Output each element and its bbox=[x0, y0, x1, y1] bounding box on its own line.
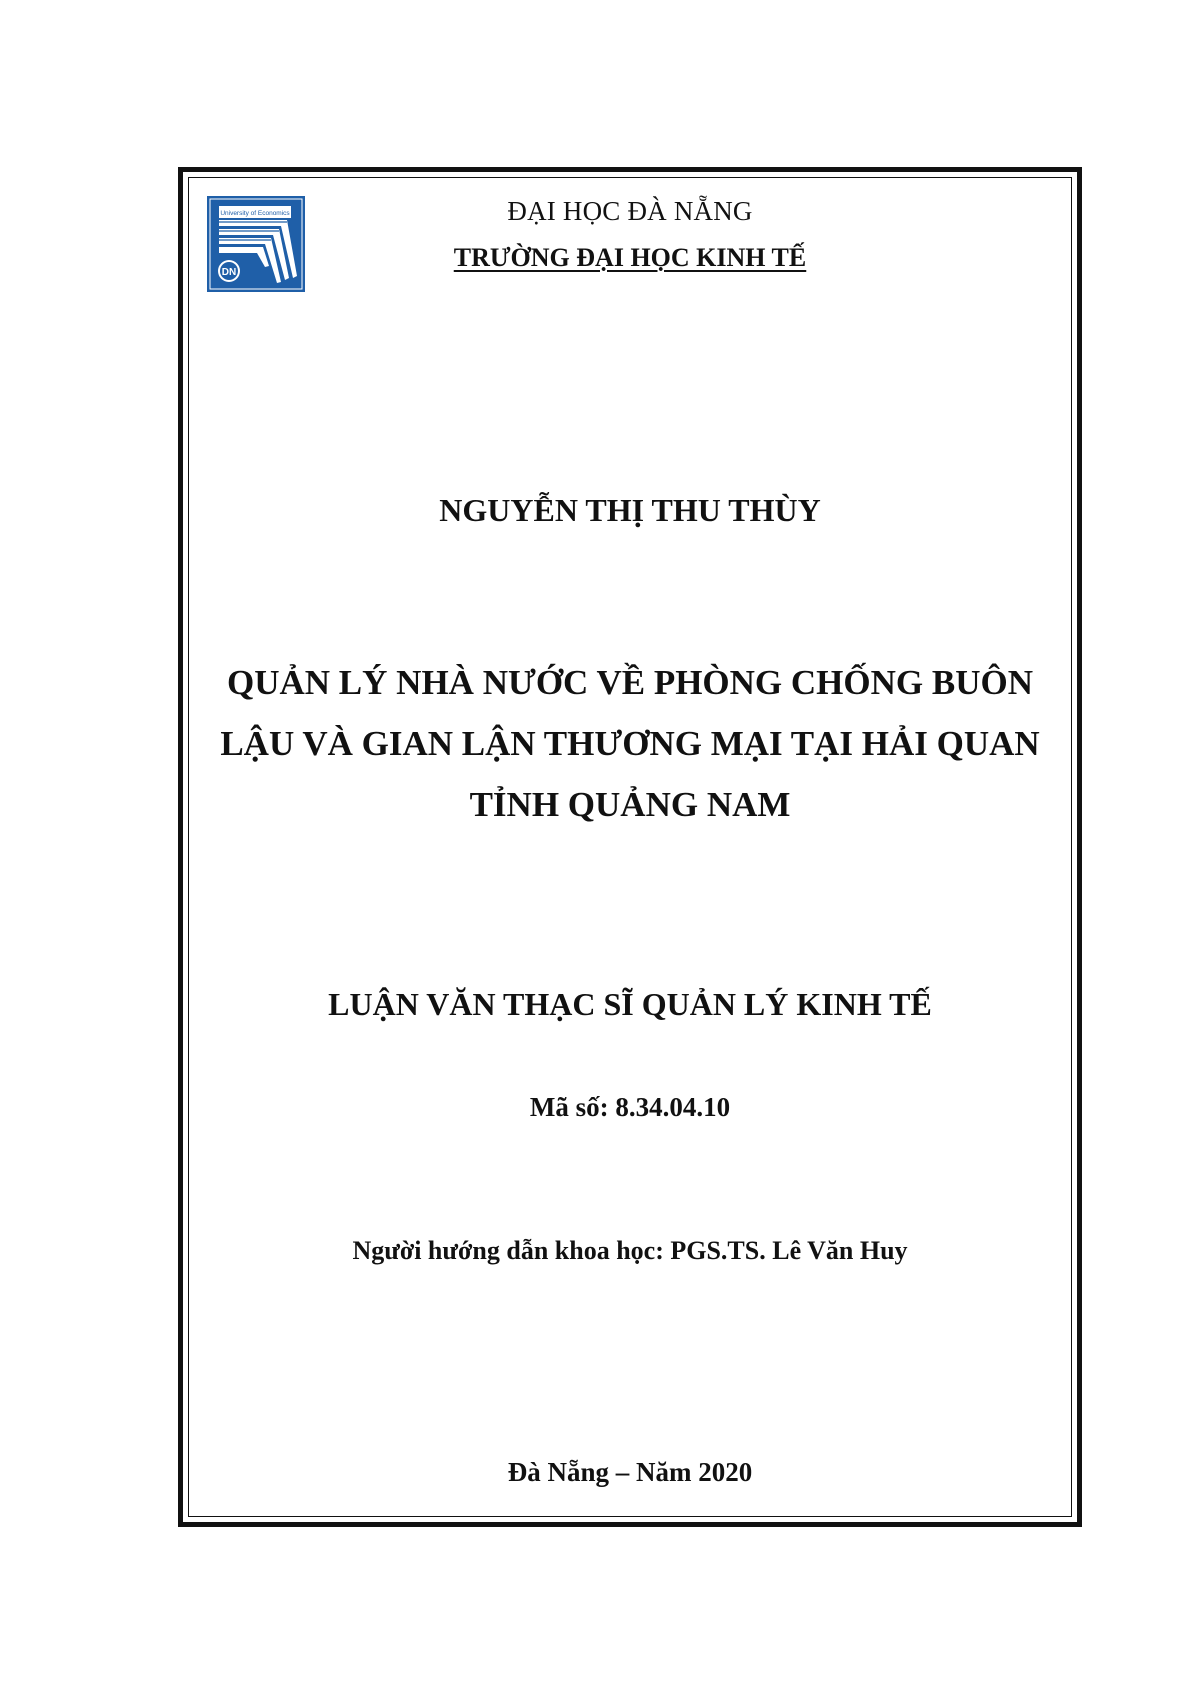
author-name: NGUYỄN THỊ THU THÙY bbox=[439, 492, 821, 528]
thesis-title-line: TỈNH QUẢNG NAM bbox=[469, 785, 791, 824]
logo-text: University of Economics bbox=[220, 210, 290, 217]
school-name: TRƯỜNG ĐẠI HỌC KINH TẾ bbox=[453, 243, 807, 272]
page-border-inner bbox=[188, 177, 1072, 1517]
degree-type: LUẬN VĂN THẠC SĨ QUẢN LÝ KINH TẾ bbox=[328, 986, 932, 1022]
program-code: Mã số: 8.34.04.10 bbox=[529, 1092, 731, 1122]
thesis-title-line: QUẢN LÝ NHÀ NƯỚC VỀ PHÒNG CHỐNG BUÔN bbox=[227, 663, 1033, 702]
logo-monogram: DN bbox=[221, 267, 237, 278]
university-name: ĐẠI HỌC ĐÀ NẴNG bbox=[507, 196, 753, 226]
advisor: Người hướng dẫn khoa học: PGS.TS. Lê Văn Huy bbox=[352, 1236, 908, 1265]
page-border-outer bbox=[178, 167, 1082, 1527]
thesis-title-line: LẬU VÀ GIAN LẬN THƯƠNG MẠI TẠI HẢI QUAN bbox=[220, 724, 1040, 763]
place-and-year: Đà Nẵng – Năm 2020 bbox=[507, 1457, 753, 1487]
thesis-title bbox=[178, 652, 1082, 835]
